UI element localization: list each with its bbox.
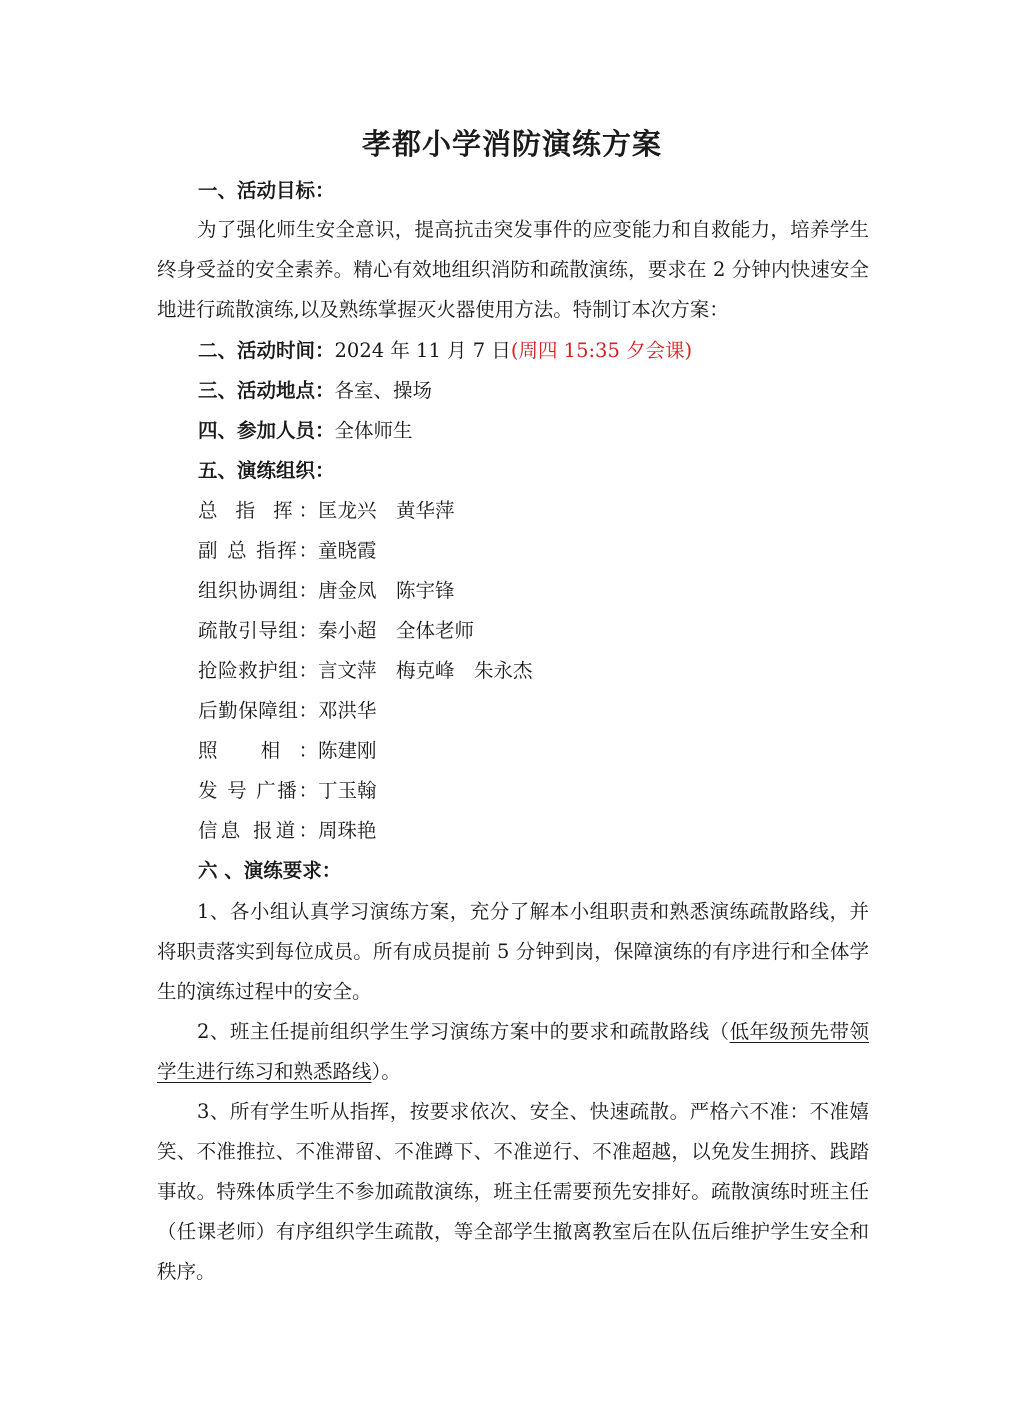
document-title: 孝都小学消防演练方案 <box>361 127 662 161</box>
role-label: 组织协调组： <box>198 579 318 602</box>
activity-date: 2024 年 11 月 7 日 <box>334 339 511 362</box>
role-names: 匡龙兴 黄华萍 <box>318 499 455 522</box>
role-row <box>198 696 377 726</box>
role-row <box>198 736 377 766</box>
requirement-item-3: 3、所有学生听从指挥，按要求依次、安全、快速疏散。严格六不准：不准嬉笑、不准推拉、不准滞留、不准蹲下、不准逆行、不准超越，以免发生拥挤、践踏事故。特殊体质学生不参加疏散演练，班主任需要预先安排好。疏散演练时班主任（任课老师）有序组织学生疏散，等全部学生撤离教室后在队伍后维护学生安全和秩序。 <box>157 1100 869 1283</box>
role-label: 照 相： <box>198 739 318 762</box>
role-names: 邓洪华 <box>318 699 377 722</box>
requirement-item-2-underlined: 低年级预先带领学生进行练习和熟悉路线 <box>157 1020 869 1083</box>
section-heading-goal: 一、活动目标： <box>198 179 335 202</box>
activity-time-line <box>198 336 692 366</box>
section-heading-organization: 五、演练组织： <box>198 459 335 482</box>
activity-location-line <box>198 376 432 406</box>
activity-location: 各室、操场 <box>334 379 433 402</box>
role-names: 童晓霞 <box>318 539 377 562</box>
role-row <box>198 656 533 686</box>
activity-time-note: (周四 15:35 夕会课) <box>510 339 693 362</box>
role-names: 陈建刚 <box>318 739 377 762</box>
participants-line <box>198 416 413 446</box>
role-label: 发 号 广播： <box>198 779 318 802</box>
role-row <box>198 576 455 606</box>
section-heading-requirements: 六 、演练要求： <box>198 859 342 882</box>
requirement-item-2-text: 2、班主任提前组织学生学习演练方案中的要求和疏散路线（ <box>197 1020 730 1043</box>
role-label: 总 指 挥： <box>198 499 318 522</box>
role-row <box>198 776 377 806</box>
participants-value: 全体师生 <box>334 419 413 442</box>
role-label: 信息 报道： <box>198 819 318 842</box>
role-row <box>198 496 455 526</box>
role-row <box>198 816 377 846</box>
role-label: 疏散引导组： <box>198 619 318 642</box>
section-heading-time: 二、活动时间： <box>198 339 335 362</box>
requirement-item-2 <box>157 1012 869 1092</box>
role-label: 抢险救护组： <box>198 659 318 682</box>
role-row <box>198 536 377 566</box>
goal-paragraph: 为了强化师生安全意识，提高抗击突发事件的应变能力和自救能力，培养学生终身受益的安全素养。精心有效地组织消防和疏散演练，要求在 2 分钟内快速安全地进行疏散演练,以及熟练掌握灭火器使用方法。特制订本次方案： <box>157 218 869 321</box>
section-heading-location: 三、活动地点： <box>198 379 335 402</box>
role-names: 言文萍 梅克峰 朱永杰 <box>318 659 533 682</box>
requirement-item-2-end: ）。 <box>371 1060 401 1083</box>
role-row <box>198 616 474 646</box>
requirement-item-1: 1、各小组认真学习演练方案，充分了解本小组职责和熟悉演练疏散路线，并将职责落实到每位成员。所有成员提前 5 分钟到岗，保障演练的有序进行和全体学生的演练过程中的安全。 <box>157 900 869 1003</box>
section-heading-participants: 四、参加人员： <box>198 419 335 442</box>
role-names: 周珠艳 <box>318 819 377 842</box>
role-label: 后勤保障组： <box>198 699 318 722</box>
role-names: 丁玉翰 <box>318 779 377 802</box>
role-names: 秦小超 全体老师 <box>318 619 475 642</box>
role-names: 唐金凤 陈宇锋 <box>318 579 455 602</box>
role-label: 副 总 指挥： <box>198 539 318 562</box>
